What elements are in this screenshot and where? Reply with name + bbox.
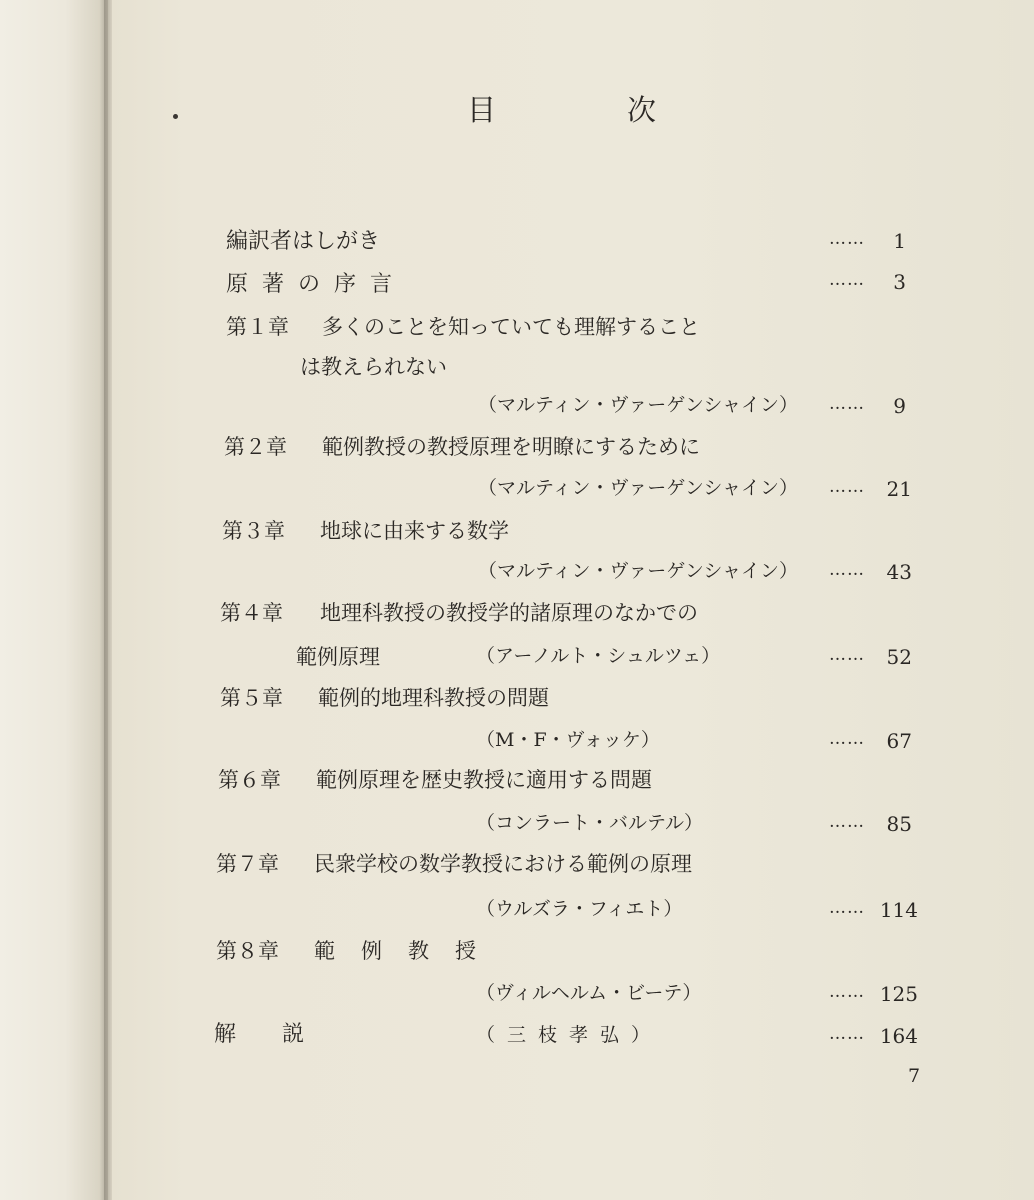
leader-dots: …… (829, 229, 865, 249)
chapter-number: 第７章 (216, 852, 279, 876)
chapter-number: 第４章 (220, 601, 283, 625)
chapter-title: 多くのことを知っていても理解すること (322, 315, 700, 339)
chapter-number: 第３章 (222, 519, 285, 543)
chapter-title-continued: は教えられない (300, 355, 447, 379)
chapter-title: 範例教授の教授原理を明瞭にするために (322, 435, 700, 459)
chapter-number: 第５章 (220, 686, 283, 710)
chapter-title: 範例教授 (314, 939, 502, 963)
chapter-author: （アーノルト・シュルツェ） (476, 645, 721, 667)
leader-dots: …… (829, 1024, 865, 1044)
leader-dots: …… (829, 729, 865, 749)
page-number: 43 (886, 560, 912, 584)
toc-title-char-2: 次 (627, 93, 657, 127)
chapter-number: 第８章 (216, 939, 279, 963)
chapter-author: （マルティン・ヴァーゲンシャイン） (478, 477, 799, 499)
chapter-author: （ヴィルヘルム・ビーテ） (476, 982, 702, 1004)
chapter-author: （コンラート・バルテル） (476, 812, 704, 834)
chapter-title: 民衆学校の数学教授における範例の原理 (314, 852, 692, 876)
chapter-title: 地球に由来する数学 (320, 519, 509, 543)
chapter-author: （ウルズラ・フィエト） (476, 898, 683, 920)
page-number: 114 (879, 898, 918, 922)
toc-entry-original-preface: 原著の序言 (226, 272, 407, 297)
page-number: 125 (879, 982, 918, 1006)
toc-entry-preface-translator: 編訳者はしがき (226, 229, 381, 254)
leader-dots: …… (829, 394, 865, 414)
book-gutter-shadow (104, 0, 112, 1200)
page-number: 164 (879, 1024, 918, 1048)
page-number: 21 (886, 477, 912, 501)
bullet-dot (173, 114, 178, 119)
page-number: 3 (893, 270, 906, 294)
page-number: 67 (886, 729, 912, 753)
commentary-author: （三枝孝弘） (476, 1024, 663, 1046)
chapter-author: （マルティン・ヴァーゲンシャイン） (478, 560, 799, 582)
chapter-title-continued: 範例原理 (296, 645, 380, 669)
leader-dots: …… (829, 477, 865, 497)
leader-dots: …… (829, 898, 865, 918)
page-number: 1 (893, 229, 906, 253)
toc-title-char-1: 目 (467, 93, 497, 127)
chapter-number: 第２章 (224, 435, 287, 459)
leader-dots: …… (829, 270, 865, 290)
chapter-title: 範例原理を歴史教授に適用する問題 (316, 768, 652, 792)
page-number: 52 (886, 645, 912, 669)
leader-dots: …… (829, 560, 865, 580)
chapter-title: 範例的地理科教授の問題 (318, 686, 549, 710)
chapter-number: 第１章 (226, 315, 289, 339)
leader-dots: …… (829, 812, 865, 832)
toc-entry-commentary: 解説 (214, 1022, 351, 1047)
leader-dots: …… (829, 982, 865, 1002)
chapter-title: 地理科教授の教授学的諸原理のなかでの (320, 601, 698, 625)
facing-page-edge (0, 0, 108, 1200)
chapter-author: （マルティン・ヴァーゲンシャイン） (478, 394, 799, 416)
page-folio-number: 7 (908, 1065, 921, 1087)
chapter-author: （M・F・ヴォッケ） (476, 729, 660, 751)
leader-dots: …… (829, 645, 865, 665)
page (112, 0, 1034, 1200)
page-number: 9 (893, 394, 906, 418)
page-number: 85 (886, 812, 912, 836)
chapter-number: 第６章 (218, 768, 281, 792)
